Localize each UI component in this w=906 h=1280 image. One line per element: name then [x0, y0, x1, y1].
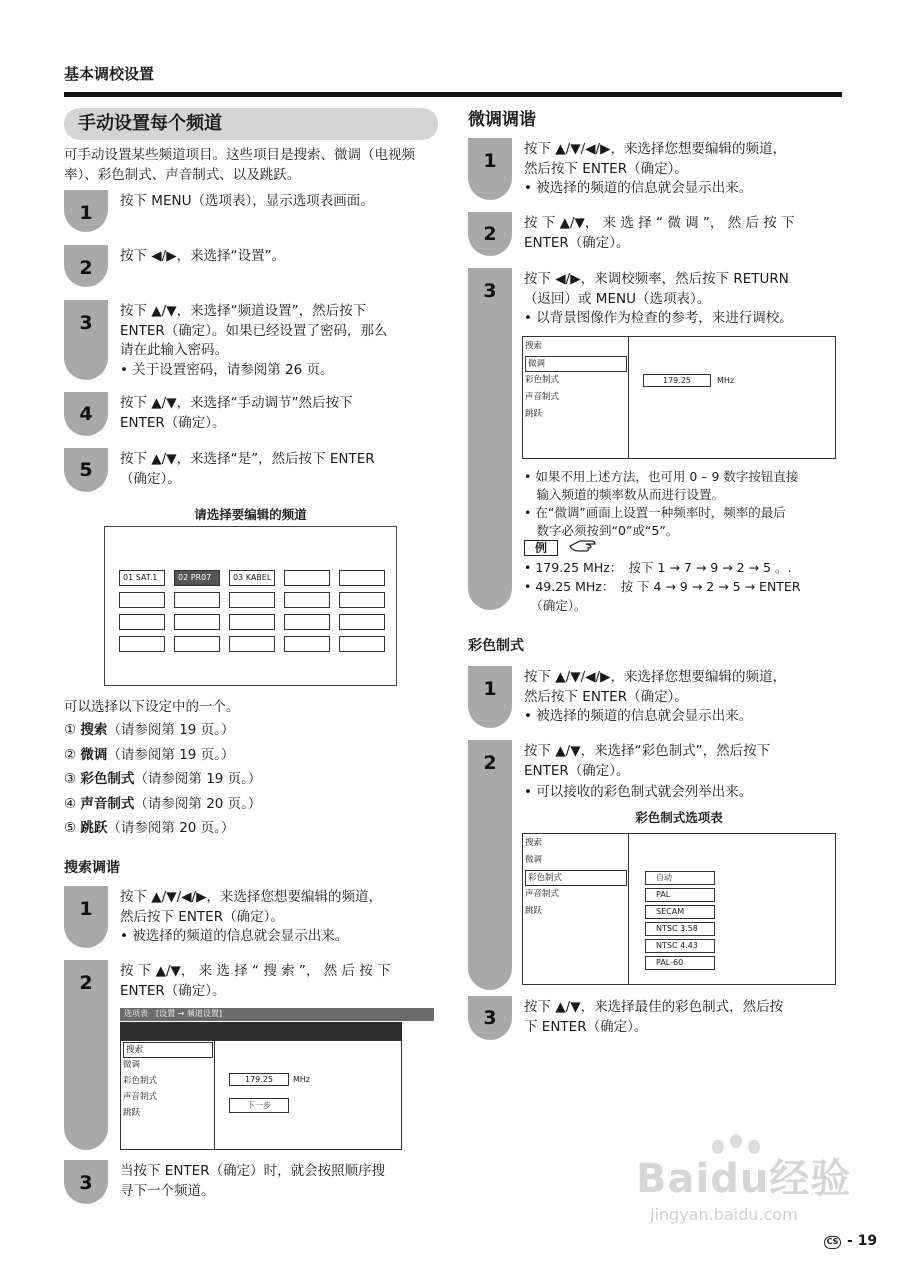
color-option-auto[interactable]: 自动 [645, 871, 715, 885]
menu-item-fine[interactable]: 微调 [525, 356, 627, 372]
step-note: • 被选择的频道的信息就会显示出来。 [524, 708, 753, 725]
header-title: 基本调校设置 [64, 65, 155, 83]
step-text: 按下 ▲/▼/◀/▶，来选择您想要编辑的频道， [524, 669, 786, 685]
watermark-url: jingyan.baidu.com [650, 1205, 798, 1224]
watermark-brand: Baidu经验 [636, 1156, 852, 1202]
example-label: 例 [524, 540, 558, 556]
search-screen [120, 1040, 402, 1150]
step-text: 按 下 ▲/▼， 来 选 择 “ 微 调 ”， 然 后 按 下 [524, 215, 795, 231]
step-text: ENTER（确定）。 [524, 234, 630, 251]
menu-item-skip[interactable]: 跳跃 [525, 906, 543, 916]
channel-cell[interactable] [119, 636, 165, 652]
search-screen-band [120, 1022, 402, 1040]
section-title-manual: 手动设置每个频道 [64, 108, 438, 140]
menu-item-color[interactable]: 彩色制式 [525, 375, 560, 385]
header-rule [64, 92, 842, 97]
step-number: 1 [483, 678, 497, 700]
color-option-ntsc358[interactable]: NTSC 3.58 [645, 922, 715, 936]
step-note: • 被选择的频道的信息就会显示出来。 [524, 180, 753, 197]
step-number: 3 [483, 280, 497, 302]
note-line: 数字必须按到“0”或“5”。 [524, 523, 679, 538]
fine-examples [524, 558, 801, 615]
step-number: 1 [79, 202, 93, 224]
note-line: • 在“微调”画面上设置一种频率时，频率的最后 [524, 505, 786, 520]
channel-cell[interactable]: 03 KABEL [229, 570, 275, 586]
channel-cell[interactable] [284, 636, 330, 652]
channel-cell[interactable] [174, 592, 220, 608]
color-screen [522, 833, 836, 985]
channel-cell[interactable] [339, 592, 385, 608]
example-line: （确定）。 [524, 598, 587, 613]
paw-icon [730, 1134, 742, 1148]
step-text: ENTER（确定）。如果已经设置了密码，那么 [120, 322, 388, 339]
step-text: 然后按下 ENTER（确定）。 [524, 160, 688, 177]
step-text: 按下 ▲/▼，来选择“频道设置”，然后按下 [120, 303, 367, 319]
color-option-pal[interactable]: PAL [645, 888, 715, 902]
menu-item-search[interactable]: 搜索 [525, 341, 543, 351]
step-number: 3 [79, 1172, 93, 1194]
channel-cell[interactable]: 01 SAT.1 [119, 570, 165, 586]
section-title-color: 彩色制式 [468, 638, 524, 654]
step-text: 按下 ▲/▼，来选择“手动调节”然后按下 [120, 395, 353, 411]
option-item: ④ 声音制式（请参阅第 20 页。） [64, 795, 262, 812]
step-text: ENTER（确定）。 [524, 762, 630, 779]
channel-cell[interactable] [284, 614, 330, 630]
step-text: 下 ENTER（确定）。 [524, 1018, 648, 1035]
step-number: 3 [79, 312, 93, 334]
channel-cell[interactable] [339, 614, 385, 630]
example-line: • 179.25 MHz： 按下 1 → 7 → 9 → 2 → 5 。. [524, 560, 792, 575]
menu-item-skip[interactable]: 跳跃 [525, 409, 543, 419]
section-title-search: 搜索调谐 [64, 860, 120, 876]
step-text: 按下 ◀/▶，来调校频率，然后按下 RETURN [524, 271, 789, 287]
option-item: ② 微调（请参阅第 19 页。） [64, 746, 235, 763]
menu-item-search[interactable]: 搜索 [123, 1042, 213, 1058]
fine-screen [522, 336, 836, 459]
menu-item-fine[interactable]: 微调 [123, 1060, 141, 1070]
color-caption: 彩色制式选项表 [635, 810, 723, 825]
step-note: • 关于设置密码，请参阅第 26 页。 [120, 361, 334, 378]
note-line: • 如果不用上述方法，也可用 0 – 9 数字按钮直接 [524, 469, 799, 484]
step-text: 请在此输入密码。 [120, 342, 228, 359]
example-line: • 49.25 MHz： 按 下 4 → 9 → 2 → 5 → ENTER [524, 579, 801, 594]
menu-item-fine[interactable]: 微调 [525, 855, 543, 865]
frequency-field[interactable]: 179.25 [229, 1073, 289, 1086]
step-text: ENTER（确定）。 [120, 982, 226, 999]
channel-cell[interactable] [339, 636, 385, 652]
channel-cell[interactable] [229, 614, 275, 630]
channel-cell[interactable] [229, 592, 275, 608]
step-number: 3 [483, 1007, 497, 1029]
menu-item-sound[interactable]: 声音制式 [525, 889, 560, 899]
step-tab [468, 268, 512, 610]
channel-cell[interactable] [339, 570, 385, 586]
option-item: ⑤ 跳跃（请参阅第 20 页。） [64, 820, 235, 836]
search-screen-bar: 选项表 [设置 → 频道设置] [120, 1008, 434, 1021]
menu-item-color[interactable]: 彩色制式 [123, 1076, 158, 1086]
step-text: 按下 ▲/▼/◀/▶，来选择您想要编辑的频道， [524, 141, 786, 157]
step-text: ENTER（确定）。 [120, 414, 226, 431]
step-number: 2 [483, 752, 497, 774]
step-note: • 可以接收的彩色制式就会列举出来。 [524, 784, 753, 801]
option-item: ① 搜索（请参阅第 19 页。） [64, 722, 235, 738]
step-text: （确定）。 [120, 470, 181, 487]
step-number: 5 [79, 459, 93, 481]
channel-cell[interactable] [119, 592, 165, 608]
channel-cell[interactable] [119, 614, 165, 630]
channel-cell[interactable] [174, 636, 220, 652]
frequency-field[interactable]: 179.25 [643, 374, 711, 387]
options-list [64, 718, 261, 841]
language-badge: CS [824, 1236, 841, 1249]
step-number: 2 [79, 257, 93, 279]
step-text: 寻下一个频道。 [120, 1182, 215, 1199]
step-text: 按下 ▲/▼/◀/▶，来选择您想要编辑的频道， [120, 889, 382, 905]
channel-cell[interactable] [284, 592, 330, 608]
channel-cell[interactable] [229, 636, 275, 652]
menu-item-sound[interactable]: 声音制式 [123, 1092, 158, 1102]
next-button[interactable]: 下一步 [229, 1098, 289, 1113]
section-title-fine: 微调调谐 [468, 110, 536, 130]
step-text: 按下 MENU（选项表），显示选项表画面。 [120, 193, 374, 209]
step-number: 2 [79, 972, 93, 994]
channel-grid-caption: 请选择要编辑的频道 [194, 507, 307, 522]
step-text: 按 下 ▲/▼， 来 选 择 “ 搜 索 ”， 然 后 按 下 [120, 963, 391, 979]
step-text: 当按下 ENTER（确定）时，就会按照顺序搜 [120, 1163, 386, 1179]
step-text: 然后按下 ENTER（确定）。 [120, 908, 284, 925]
channel-cell[interactable] [284, 570, 330, 586]
step-text: 按下 ◀/▶，来选择“设置”。 [120, 248, 286, 264]
step-text: 按下 ▲/▼，来选择“是”，然后按下 ENTER [120, 451, 375, 467]
options-intro: 可以选择以下设定中的一个。 [64, 699, 240, 715]
step-note: • 以背景图像作为检查的参考，来进行调校。 [524, 310, 793, 327]
frequency-unit: MHz [717, 376, 735, 385]
menu-item-skip[interactable]: 跳跃 [123, 1108, 141, 1118]
page-number: - 19 [847, 1233, 878, 1249]
step-number: 4 [79, 403, 93, 425]
channel-grid [104, 526, 397, 686]
step-number: 1 [79, 898, 93, 920]
channel-cell-selected[interactable]: 02 PR07 [174, 570, 220, 586]
step-note: • 被选择的频道的信息就会显示出来。 [120, 928, 349, 945]
menu-item-search[interactable]: 搜索 [525, 838, 543, 848]
step-text: 按下 ▲/▼，来选择最佳的彩色制式，然后按 [524, 999, 784, 1015]
fine-notes [524, 468, 798, 540]
step-text: （返回）或 MENU（选项表）。 [524, 290, 711, 307]
step-number: 2 [483, 223, 497, 245]
option-item: ③ 彩色制式（请参阅第 19 页。） [64, 771, 262, 787]
step-text: 按下 ▲/▼，来选择“彩色制式”，然后按下 [524, 743, 771, 759]
menu-item-color[interactable]: 彩色制式 [525, 870, 627, 886]
manual-intro: 可手动设置某些频道项目。这些项目是搜索、微调（电视频率）、彩色制式、声音制式、以及跳跃。 [64, 147, 415, 183]
step-number: 1 [483, 150, 497, 172]
channel-cell[interactable] [174, 614, 220, 630]
step-text: 然后按下 ENTER（确定）。 [524, 688, 688, 705]
color-option-pal60[interactable]: PAL-60 [645, 956, 715, 970]
menu-item-sound[interactable]: 声音制式 [525, 392, 560, 402]
pointing-hand-icon [568, 537, 598, 555]
frequency-unit: MHz [293, 1075, 311, 1084]
note-line: 输入频道的频率数从而进行设置。 [524, 487, 725, 502]
color-option-ntsc443[interactable]: NTSC 4.43 [645, 939, 715, 953]
color-option-secam[interactable]: SECAM [645, 905, 715, 919]
